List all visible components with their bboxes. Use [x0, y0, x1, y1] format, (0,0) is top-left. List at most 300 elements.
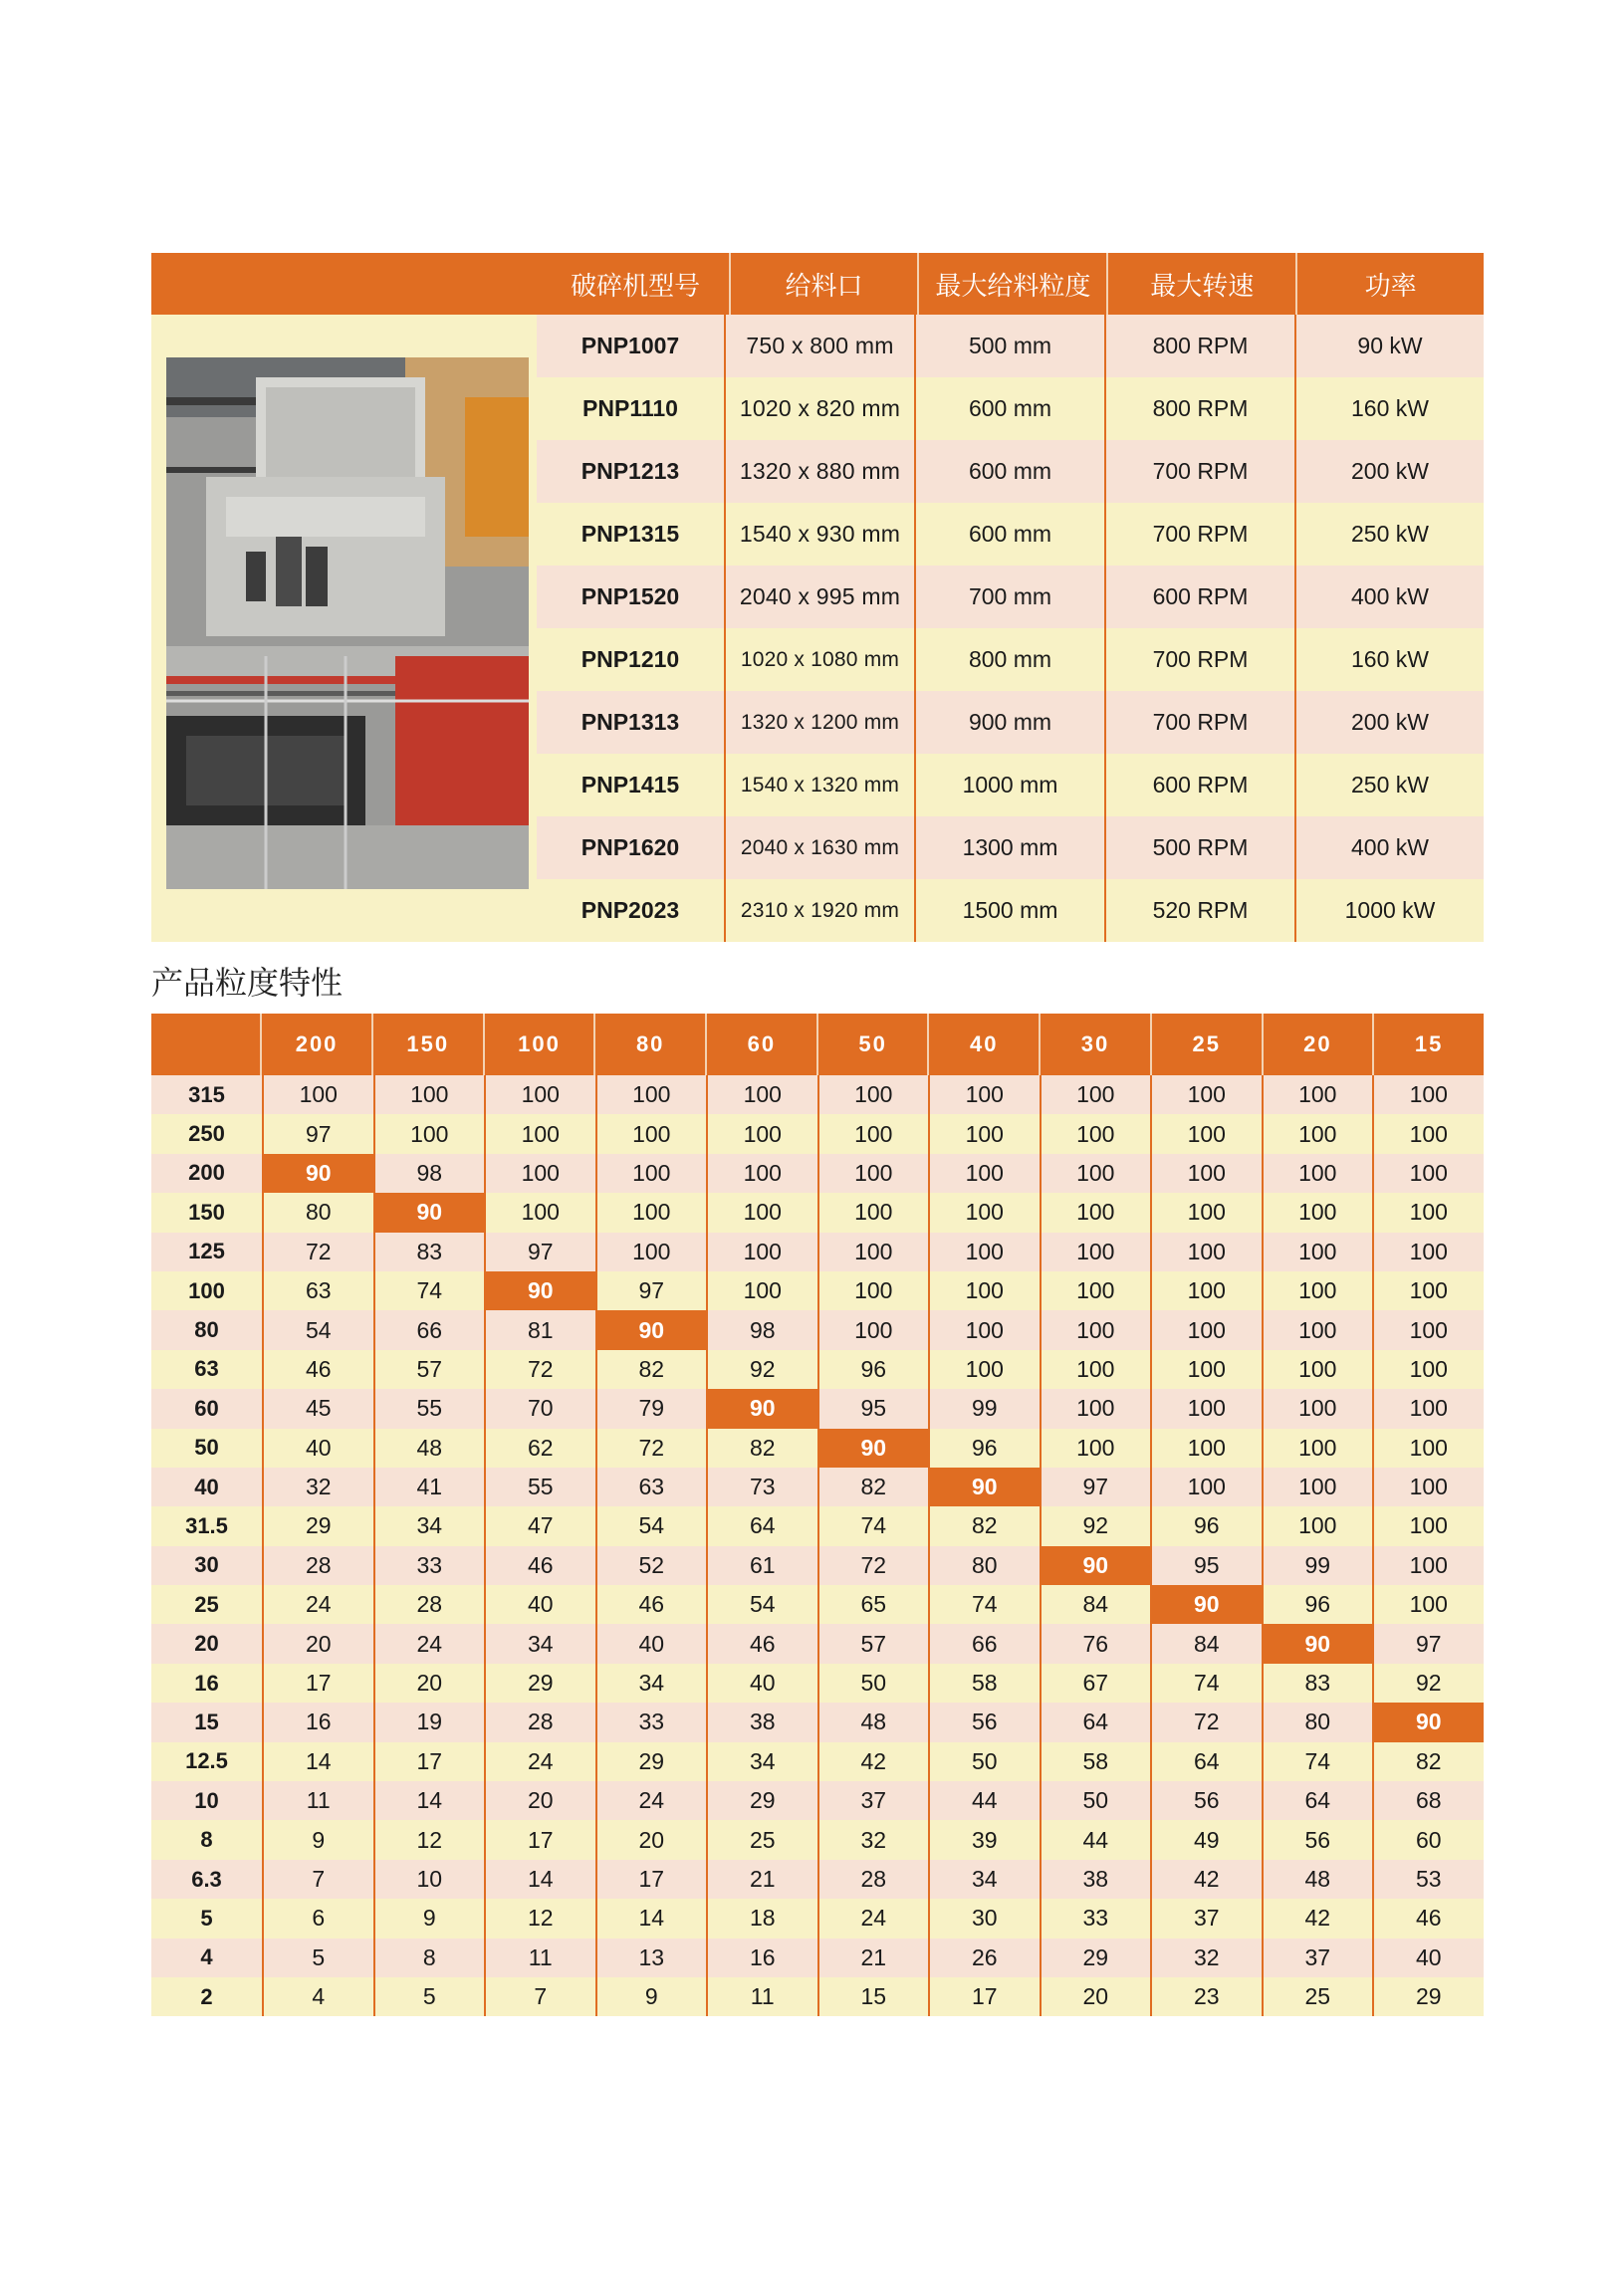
- value-cell: 28: [484, 1703, 595, 1741]
- value-cell: 100: [817, 1233, 929, 1271]
- value-cell: 100: [1040, 1389, 1151, 1428]
- value-cell: 100: [484, 1075, 595, 1114]
- table-row: [537, 315, 1484, 377]
- row-label: 315: [188, 1081, 225, 1107]
- value-cell: 40: [484, 1585, 595, 1624]
- value-cell: 72: [817, 1546, 929, 1585]
- value-cell: 66: [928, 1624, 1040, 1663]
- value-cell: 7: [484, 1977, 595, 2016]
- value-cell: 6: [262, 1899, 373, 1938]
- value-cell: 50: [817, 1664, 929, 1703]
- table-row: [537, 754, 1484, 816]
- row-label: 12.5: [185, 1748, 228, 1774]
- value-cell: 21: [817, 1939, 929, 1977]
- value-cell: 4: [262, 1977, 373, 2016]
- value-cell: 29: [595, 1742, 707, 1781]
- value-cell: 46: [484, 1546, 595, 1585]
- value-cell: 92: [1040, 1506, 1151, 1545]
- model-cell: PNP2023: [580, 897, 680, 923]
- value-cell: 97: [1040, 1468, 1151, 1506]
- table-row: [151, 1350, 1484, 1389]
- value-cell: 100: [1372, 1468, 1484, 1506]
- table-row: [151, 1624, 1484, 1663]
- section-title: 产品粒度特性: [151, 964, 344, 1002]
- header-max-feed-size: 最大给料粒度: [917, 253, 1106, 315]
- value-cell: 10: [373, 1860, 485, 1899]
- value-cell: 39: [928, 1820, 1040, 1859]
- value-cell: 28: [373, 1585, 485, 1624]
- value-cell: 84: [1040, 1585, 1151, 1624]
- value-cell: 40: [1372, 1939, 1484, 1977]
- value-cell: 40: [595, 1624, 707, 1663]
- value-cell: 42: [1262, 1899, 1373, 1938]
- value-cell: 18: [706, 1899, 817, 1938]
- value-cell: 11: [706, 1977, 817, 2016]
- power-cell: 160 kW: [1294, 377, 1484, 440]
- value-cell: 34: [928, 1860, 1040, 1899]
- table-row: [537, 691, 1484, 754]
- value-cell: 8: [373, 1939, 485, 1977]
- value-cell: 100: [706, 1154, 817, 1193]
- column-header: 80: [593, 1014, 705, 1075]
- max-speed-cell: 600 RPM: [1104, 566, 1294, 628]
- value-cell: 20: [595, 1820, 707, 1859]
- row-label: 80: [194, 1317, 219, 1343]
- table-row: [151, 1703, 1484, 1741]
- value-cell: 41: [373, 1468, 485, 1506]
- value-cell: 100: [928, 1075, 1040, 1114]
- value-cell: 100: [1372, 1114, 1484, 1153]
- max-speed-cell: 700 RPM: [1104, 503, 1294, 566]
- value-cell: 100: [373, 1114, 485, 1153]
- value-cell: 100: [1150, 1271, 1262, 1310]
- value-cell: 100: [1150, 1468, 1262, 1506]
- value-cell: 100: [928, 1193, 1040, 1232]
- table-row: [151, 1899, 1484, 1938]
- value-cell: 100: [1150, 1193, 1262, 1232]
- value-cell: 14: [484, 1860, 595, 1899]
- value-cell: 99: [928, 1389, 1040, 1428]
- value-cell: 100: [928, 1350, 1040, 1389]
- value-cell: 74: [928, 1585, 1040, 1624]
- value-cell: 48: [817, 1703, 929, 1741]
- value-cell: 97: [1372, 1624, 1484, 1663]
- value-cell: 33: [373, 1546, 485, 1585]
- value-cell: 12: [373, 1820, 485, 1859]
- value-cell: 17: [262, 1664, 373, 1703]
- value-cell: 46: [706, 1624, 817, 1663]
- value-cell: 100: [1372, 1546, 1484, 1585]
- column-header: 15: [1372, 1014, 1484, 1075]
- value-cell: 100: [817, 1271, 929, 1310]
- value-cell: 100: [595, 1193, 707, 1232]
- column-header: 60: [705, 1014, 816, 1075]
- table-row: [537, 628, 1484, 691]
- value-cell: 100: [1372, 1506, 1484, 1545]
- power-cell: 1000 kW: [1294, 879, 1484, 942]
- row-label: 2: [200, 1983, 213, 2009]
- row-label: 60: [194, 1395, 219, 1421]
- table-row: [151, 1075, 1484, 1114]
- value-cell: 100: [1262, 1271, 1373, 1310]
- value-cell: 55: [484, 1468, 595, 1506]
- power-cell: 250 kW: [1294, 754, 1484, 816]
- value-cell: 100: [817, 1310, 929, 1349]
- value-cell: 98: [706, 1310, 817, 1349]
- row-label: 20: [194, 1631, 219, 1657]
- value-cell: 64: [1040, 1703, 1151, 1741]
- value-cell: 40: [706, 1664, 817, 1703]
- value-cell: 14: [595, 1899, 707, 1938]
- max-speed-cell: 700 RPM: [1104, 628, 1294, 691]
- value-cell: 12: [484, 1899, 595, 1938]
- table-row: [151, 1506, 1484, 1545]
- value-cell: 100: [706, 1271, 817, 1310]
- value-cell: 100: [262, 1075, 373, 1114]
- value-cell: 90: [484, 1271, 595, 1310]
- value-cell: 28: [262, 1546, 373, 1585]
- value-cell: 20: [1040, 1977, 1151, 2016]
- value-cell: 100: [1150, 1114, 1262, 1153]
- model-cell: PNP1415: [580, 772, 680, 798]
- max-speed-cell: 800 RPM: [1104, 377, 1294, 440]
- value-cell: 100: [817, 1154, 929, 1193]
- value-cell: 15: [817, 1977, 929, 2016]
- value-cell: 100: [1040, 1154, 1151, 1193]
- row-label: 10: [194, 1787, 219, 1813]
- value-cell: 56: [1262, 1820, 1373, 1859]
- table-row: [151, 1781, 1484, 1820]
- value-cell: 82: [595, 1350, 707, 1389]
- value-cell: 81: [484, 1310, 595, 1349]
- table-row: [151, 1939, 1484, 1977]
- max-feed-size-cell: 600 mm: [914, 503, 1104, 566]
- row-label: 31.5: [185, 1512, 228, 1538]
- value-cell: 90: [1150, 1585, 1262, 1624]
- spec-header-spacer: [151, 253, 543, 315]
- row-label: 4: [200, 1944, 213, 1970]
- value-cell: 100: [1040, 1114, 1151, 1153]
- power-cell: 200 kW: [1294, 691, 1484, 754]
- row-label: 5: [200, 1905, 213, 1931]
- value-cell: 24: [484, 1742, 595, 1781]
- value-cell: 37: [1262, 1939, 1373, 1977]
- value-cell: 16: [262, 1703, 373, 1741]
- value-cell: 25: [706, 1820, 817, 1859]
- value-cell: 5: [373, 1977, 485, 2016]
- max-feed-size-cell: 1500 mm: [914, 879, 1104, 942]
- table-row: [537, 440, 1484, 503]
- table-row: [151, 1271, 1484, 1310]
- table-row: [537, 377, 1484, 440]
- max-feed-size-cell: 600 mm: [914, 377, 1104, 440]
- value-cell: 50: [928, 1742, 1040, 1781]
- value-cell: 100: [1372, 1154, 1484, 1193]
- value-cell: 100: [1150, 1154, 1262, 1193]
- value-cell: 100: [1372, 1310, 1484, 1349]
- value-cell: 25: [1262, 1977, 1373, 2016]
- value-cell: 95: [1150, 1546, 1262, 1585]
- value-cell: 100: [1262, 1114, 1373, 1153]
- value-cell: 74: [1150, 1664, 1262, 1703]
- value-cell: 24: [373, 1624, 485, 1663]
- value-cell: 62: [484, 1429, 595, 1468]
- value-cell: 32: [262, 1468, 373, 1506]
- value-cell: 11: [262, 1781, 373, 1820]
- value-cell: 54: [706, 1585, 817, 1624]
- value-cell: 100: [1372, 1389, 1484, 1428]
- power-cell: 200 kW: [1294, 440, 1484, 503]
- max-feed-size-cell: 600 mm: [914, 440, 1104, 503]
- value-cell: 29: [484, 1664, 595, 1703]
- max-feed-size-cell: 1300 mm: [914, 816, 1104, 879]
- table-row: [151, 1429, 1484, 1468]
- power-cell: 90 kW: [1294, 315, 1484, 377]
- value-cell: 13: [595, 1939, 707, 1977]
- value-cell: 63: [595, 1468, 707, 1506]
- value-cell: 49: [1150, 1820, 1262, 1859]
- power-cell: 250 kW: [1294, 503, 1484, 566]
- value-cell: 100: [1262, 1193, 1373, 1232]
- value-cell: 74: [373, 1271, 485, 1310]
- header-feed-opening: 给料口: [729, 253, 918, 315]
- value-cell: 100: [706, 1193, 817, 1232]
- value-cell: 17: [373, 1742, 485, 1781]
- value-cell: 34: [595, 1664, 707, 1703]
- feed-opening-cell: 1540 x 1320 mm: [724, 754, 914, 816]
- table-row: [151, 1310, 1484, 1349]
- value-cell: 100: [1040, 1429, 1151, 1468]
- power-cell: 400 kW: [1294, 816, 1484, 879]
- feed-opening-cell: 1540 x 930 mm: [724, 503, 914, 566]
- feed-opening-cell: 1320 x 1200 mm: [724, 691, 914, 754]
- power-cell: 160 kW: [1294, 628, 1484, 691]
- value-cell: 38: [706, 1703, 817, 1741]
- table-row: [537, 566, 1484, 628]
- column-header: 200: [260, 1014, 371, 1075]
- feed-opening-cell: 750 x 800 mm: [724, 315, 914, 377]
- value-cell: 79: [595, 1389, 707, 1428]
- value-cell: 52: [595, 1546, 707, 1585]
- value-cell: 100: [1150, 1350, 1262, 1389]
- max-feed-size-cell: 700 mm: [914, 566, 1104, 628]
- value-cell: 92: [706, 1350, 817, 1389]
- value-cell: 46: [595, 1585, 707, 1624]
- size-table-header: [151, 1014, 1484, 1075]
- value-cell: 57: [817, 1624, 929, 1663]
- value-cell: 47: [484, 1506, 595, 1545]
- value-cell: 100: [1372, 1585, 1484, 1624]
- value-cell: 83: [1262, 1664, 1373, 1703]
- value-cell: 90: [1372, 1703, 1484, 1741]
- value-cell: 29: [706, 1781, 817, 1820]
- value-cell: 100: [706, 1075, 817, 1114]
- max-feed-size-cell: 800 mm: [914, 628, 1104, 691]
- value-cell: 100: [1372, 1075, 1484, 1114]
- value-cell: 70: [484, 1389, 595, 1428]
- value-cell: 19: [373, 1703, 485, 1741]
- value-cell: 82: [817, 1468, 929, 1506]
- max-feed-size-cell: 1000 mm: [914, 754, 1104, 816]
- row-label: 25: [194, 1591, 219, 1617]
- value-cell: 100: [595, 1075, 707, 1114]
- value-cell: 24: [817, 1899, 929, 1938]
- value-cell: 56: [1150, 1781, 1262, 1820]
- value-cell: 76: [1040, 1624, 1151, 1663]
- value-cell: 96: [1262, 1585, 1373, 1624]
- value-cell: 80: [262, 1193, 373, 1232]
- row-label: 40: [194, 1474, 219, 1499]
- value-cell: 100: [1262, 1389, 1373, 1428]
- value-cell: 57: [373, 1350, 485, 1389]
- row-label: 8: [200, 1827, 213, 1853]
- max-speed-cell: 600 RPM: [1104, 754, 1294, 816]
- spec-rows: [537, 315, 1484, 942]
- value-cell: 90: [373, 1193, 485, 1232]
- feed-opening-cell: 2040 x 1630 mm: [724, 816, 914, 879]
- value-cell: 32: [817, 1820, 929, 1859]
- value-cell: 29: [1040, 1939, 1151, 1977]
- feed-opening-cell: 2310 x 1920 mm: [724, 879, 914, 942]
- size-table-body: [151, 1075, 1484, 2016]
- row-label: 250: [188, 1121, 225, 1147]
- value-cell: 100: [928, 1154, 1040, 1193]
- value-cell: 29: [1372, 1977, 1484, 2016]
- value-cell: 60: [1372, 1820, 1484, 1859]
- table-row: [151, 1468, 1484, 1506]
- value-cell: 90: [262, 1154, 373, 1193]
- value-cell: 100: [484, 1114, 595, 1153]
- value-cell: 100: [1372, 1350, 1484, 1389]
- value-cell: 100: [1040, 1075, 1151, 1114]
- value-cell: 100: [373, 1075, 485, 1114]
- table-row: [537, 879, 1484, 942]
- value-cell: 83: [373, 1233, 485, 1271]
- max-speed-cell: 700 RPM: [1104, 440, 1294, 503]
- value-cell: 20: [262, 1624, 373, 1663]
- table-row: [151, 1389, 1484, 1428]
- table-row: [537, 503, 1484, 566]
- value-cell: 100: [1040, 1350, 1151, 1389]
- value-cell: 44: [1040, 1820, 1151, 1859]
- crusher-photo: [166, 357, 529, 889]
- value-cell: 40: [262, 1429, 373, 1468]
- spec-table-header: [151, 253, 1484, 315]
- row-label: 150: [188, 1199, 225, 1225]
- value-cell: 54: [595, 1506, 707, 1545]
- value-cell: 100: [706, 1233, 817, 1271]
- value-cell: 24: [262, 1585, 373, 1624]
- value-cell: 67: [1040, 1664, 1151, 1703]
- value-cell: 65: [817, 1585, 929, 1624]
- value-cell: 9: [373, 1899, 485, 1938]
- value-cell: 97: [262, 1114, 373, 1153]
- value-cell: 45: [262, 1389, 373, 1428]
- row-label: 16: [194, 1670, 219, 1696]
- row-label: 200: [188, 1160, 225, 1186]
- value-cell: 100: [484, 1193, 595, 1232]
- model-cell: PNP1520: [580, 583, 680, 609]
- max-speed-cell: 520 RPM: [1104, 879, 1294, 942]
- value-cell: 54: [262, 1310, 373, 1349]
- value-cell: 28: [817, 1860, 929, 1899]
- value-cell: 53: [1372, 1860, 1484, 1899]
- max-speed-cell: 700 RPM: [1104, 691, 1294, 754]
- value-cell: 38: [1040, 1860, 1151, 1899]
- model-cell: PNP1213: [580, 458, 680, 484]
- value-cell: 64: [706, 1506, 817, 1545]
- value-cell: 100: [817, 1075, 929, 1114]
- value-cell: 26: [928, 1939, 1040, 1977]
- row-label: 6.3: [191, 1866, 222, 1892]
- value-cell: 33: [1040, 1899, 1151, 1938]
- value-cell: 100: [1150, 1389, 1262, 1428]
- column-header: 30: [1039, 1014, 1150, 1075]
- value-cell: 37: [1150, 1899, 1262, 1938]
- value-cell: 5: [262, 1939, 373, 1977]
- value-cell: 16: [706, 1939, 817, 1977]
- value-cell: 73: [706, 1468, 817, 1506]
- value-cell: 100: [1262, 1429, 1373, 1468]
- value-cell: 34: [373, 1506, 485, 1545]
- max-feed-size-cell: 500 mm: [914, 315, 1104, 377]
- value-cell: 33: [595, 1703, 707, 1741]
- value-cell: 48: [373, 1429, 485, 1468]
- value-cell: 82: [706, 1429, 817, 1468]
- value-cell: 90: [817, 1429, 929, 1468]
- value-cell: 100: [1150, 1233, 1262, 1271]
- value-cell: 58: [1040, 1742, 1151, 1781]
- table-row: [151, 1860, 1484, 1899]
- max-speed-cell: 800 RPM: [1104, 315, 1294, 377]
- value-cell: 68: [1372, 1781, 1484, 1820]
- value-cell: 24: [595, 1781, 707, 1820]
- value-cell: 84: [1150, 1624, 1262, 1663]
- value-cell: 100: [1040, 1271, 1151, 1310]
- value-cell: 80: [928, 1546, 1040, 1585]
- value-cell: 90: [595, 1310, 707, 1349]
- model-cell: PNP1007: [580, 333, 680, 358]
- table-row: [151, 1664, 1484, 1703]
- table-row: [151, 1233, 1484, 1271]
- photo-cell: [151, 315, 537, 942]
- value-cell: 20: [484, 1781, 595, 1820]
- value-cell: 17: [484, 1820, 595, 1859]
- model-cell: PNP1315: [580, 521, 680, 547]
- model-cell: PNP1313: [580, 709, 680, 735]
- value-cell: 100: [817, 1193, 929, 1232]
- value-cell: 30: [928, 1899, 1040, 1938]
- value-cell: 96: [1150, 1506, 1262, 1545]
- value-cell: 9: [262, 1820, 373, 1859]
- table-row: [151, 1546, 1484, 1585]
- value-cell: 72: [262, 1233, 373, 1271]
- feed-opening-cell: 1320 x 880 mm: [724, 440, 914, 503]
- value-cell: 66: [373, 1310, 485, 1349]
- value-cell: 100: [595, 1233, 707, 1271]
- value-cell: 97: [595, 1271, 707, 1310]
- model-cell: PNP1110: [582, 395, 678, 421]
- header-model: 破碎机型号: [571, 270, 701, 301]
- value-cell: 100: [817, 1114, 929, 1153]
- feed-opening-cell: 2040 x 995 mm: [724, 566, 914, 628]
- value-cell: 100: [1262, 1350, 1373, 1389]
- value-cell: 63: [262, 1271, 373, 1310]
- value-cell: 9: [595, 1977, 707, 2016]
- value-cell: 74: [1262, 1742, 1373, 1781]
- value-cell: 100: [1372, 1429, 1484, 1468]
- feed-opening-cell: 1020 x 1080 mm: [724, 628, 914, 691]
